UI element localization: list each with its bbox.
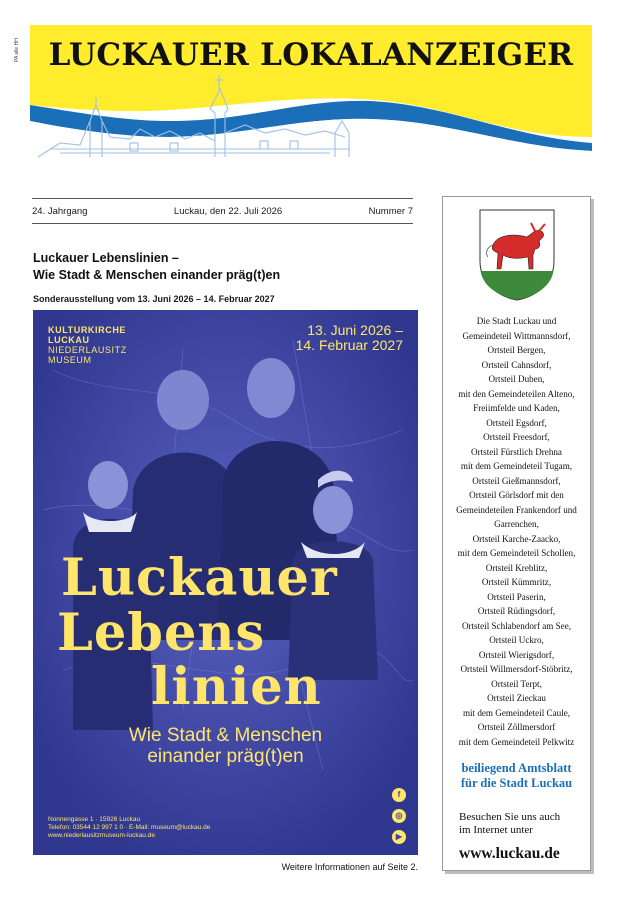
district-line: Ortsteil Zieckau <box>487 693 546 703</box>
district-line: Gemeindeteilen Frankendorf und <box>456 504 577 515</box>
address-line-2: Telefon: 03544 12 997 1 0 · E-Mail: museum@luckau.de <box>48 824 211 831</box>
district-line: Ortsteil Görlsdorf mit den <box>469 490 564 500</box>
district-line: Ortsteil Schlabendorf am See, <box>461 620 572 631</box>
municipality-sidebar <box>442 196 591 871</box>
headline-line-1: Luckauer Lebenslinien – <box>33 251 179 265</box>
poster-title-line-1: Luckauer <box>61 548 338 608</box>
poster-organization <box>48 325 127 365</box>
district-line: Ortsteil Kreblitz, <box>485 562 548 573</box>
subtitle-line-1: Wie Stadt & Menschen <box>128 725 323 746</box>
article-subheading: Sonderausstellung vom 13. Juni 2026 – 14. Februar 2027 <box>33 294 275 304</box>
org-line-1: KULTURKIRCHE <box>48 325 127 335</box>
district-line: mit dem Gemeindeteil Pelkwitz <box>458 736 575 747</box>
district-line: Ortsteil Paserin, <box>487 591 546 602</box>
facebook-icon: f <box>392 788 406 802</box>
district-line: Ortsteil Wierigsdorf, <box>478 649 555 660</box>
district-line: Ortsteil Kümmritz, <box>481 577 552 587</box>
masthead <box>30 25 592 160</box>
district-line: Gemeindeteil Wittmannsdorf, <box>462 330 571 341</box>
district-line: mit dem Gemeindeteil Tugam, <box>460 461 573 471</box>
visit-line-2: im Internet unter <box>459 824 533 836</box>
address-line-1: Nonnengasse 1 · 15926 Luckau <box>48 816 141 823</box>
org-line-2: LUCKAU <box>48 335 90 345</box>
instagram-icon: ◎ <box>392 809 406 823</box>
visit-line-1: Besuchen Sie uns auch <box>459 811 561 823</box>
issue-number-label: Nummer 7 <box>368 205 413 217</box>
issue-info-bar <box>32 198 413 224</box>
district-line: Freiimfelde und Kaden, <box>473 403 560 413</box>
district-line: Ortsteil Terpt, <box>491 678 542 689</box>
district-line: Ortsteil Uckro, <box>489 635 544 645</box>
article-headline <box>33 250 418 284</box>
district-line: Ortsteil Duben, <box>488 374 545 384</box>
district-line: Garrenchen, <box>494 519 539 529</box>
district-line: mit dem Gemeindeteil Caule, <box>462 707 571 718</box>
district-line: Ortsteil Rüdingsdorf, <box>477 606 556 616</box>
more-info-note: Weitere Informationen auf Seite 2. <box>281 862 418 872</box>
amtsblatt-notice <box>443 761 590 791</box>
exhibition-poster <box>33 310 418 855</box>
youtube-icon: ▶ <box>392 830 406 844</box>
org-line-3: NIEDERLAUSITZ <box>48 345 127 355</box>
district-line: Ortsteil Willmersdorf-Stöbritz, <box>460 664 573 674</box>
amtsblatt-line-2: für die Stadt Luckau <box>460 776 573 790</box>
district-line: mit den Gemeindeteilen Alteno, <box>458 388 575 399</box>
district-line: Ortsteil Zöllmersdorf <box>477 722 556 732</box>
district-line: Die Stadt Luckau und <box>476 316 557 326</box>
newspaper-title: LUCKAUER LOKALANZEIGER <box>48 37 574 73</box>
place-date-label: Luckau, den 22. Juli 2026 <box>173 205 283 217</box>
district-line: Ortsteil Gießmannsdorf, <box>472 475 561 486</box>
coat-of-arms-icon <box>479 209 555 301</box>
volume-label: 24. Jahrgang <box>32 205 88 217</box>
poster-title-line-2: Lebens <box>57 603 266 663</box>
district-line: Ortsteil Bergen, <box>487 345 546 355</box>
poster-title-line-3: linien <box>151 657 322 717</box>
poster-subtitle <box>33 725 418 767</box>
district-line: Ortsteil Egsdorf, <box>486 417 547 428</box>
print-code: PA alle HH <box>14 38 20 62</box>
date-from: 13. Juni 2026 – <box>307 322 403 338</box>
website-link[interactable]: www.luckau.de <box>459 845 560 862</box>
district-line: mit dem Gemeindeteil Schollen, <box>457 548 576 558</box>
visit-notice <box>459 811 560 837</box>
org-line-4: MUSEUM <box>48 355 92 365</box>
poster-contact <box>48 816 210 840</box>
district-line: Ortsteil Fürstlich Drehna <box>471 446 562 457</box>
district-line: Ortsteil Cahnsdorf, <box>481 359 552 370</box>
district-list <box>443 314 590 749</box>
subtitle-line-2: einander präg(t)en <box>147 746 304 767</box>
district-line: Ortsteil Freesdorf, <box>483 432 550 442</box>
headline-line-2: Wie Stadt & Menschen einander präg(t)en <box>33 268 281 282</box>
poster-dates <box>296 323 403 353</box>
date-to: 14. Februar 2027 <box>295 337 403 353</box>
district-line: Ortsteil Karche-Zaacko, <box>472 533 561 544</box>
address-line-3: www.niederlausitzmuseum-luckau.de <box>48 832 155 839</box>
amtsblatt-line-1: beiliegend Amtsblatt <box>461 761 572 775</box>
